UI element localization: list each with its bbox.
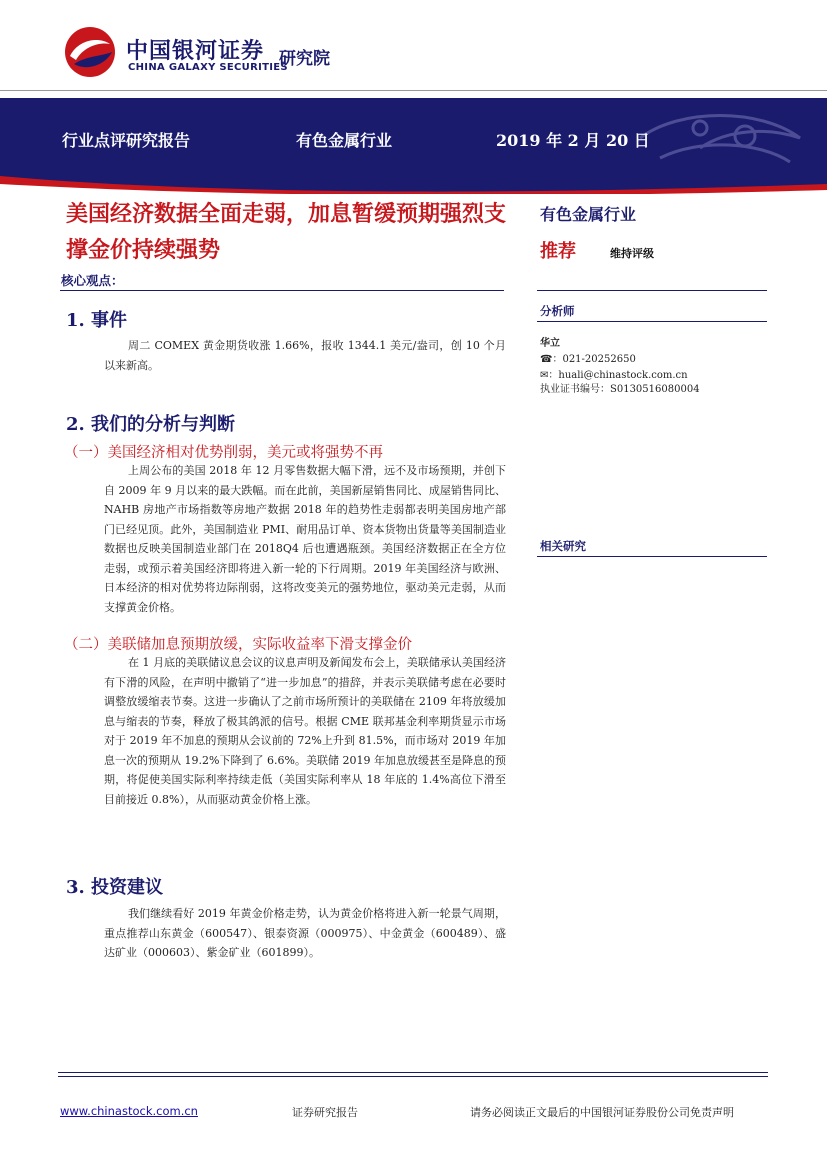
footer-disclaimer: 请务必阅读正文最后的中国银河证券股份公司免责声明 [470,1106,734,1119]
recommendation-badge: 推荐 [540,241,576,262]
subsection-heading-2: （二）美联储加息预期放缓，实际收益率下滑支撑金价 [64,637,412,653]
recommendation-paragraph: 我们继续看好 2019 年黄金价格走势，认为黄金价格将进入新一轮景气周期，重点推荐山东黄金（600547）、银泰资源（000975）、中金黄金（600489）、盛达矿业（000603）、紫金矿业（601899）。 [104,907,506,959]
footer-divider-bottom [58,1076,768,1077]
footer-divider-top [58,1072,768,1073]
section-heading-recommendation: 3. 投资建议 [66,877,164,898]
subsection-heading-1: （一）美国经济相对优势削弱，美元或将强势不再 [64,445,383,461]
header-divider [0,90,827,91]
section-heading-analysis: 2. 我们的分析与判断 [66,414,236,435]
core-view-label: 核心观点： [61,273,124,288]
section-heading-event: 1. 事件 [66,310,128,331]
company-name-en: CHINA GALAXY SECURITIES [128,62,288,73]
related-divider [537,556,767,557]
analyst-email[interactable]: ✉：huali@chinastock.com.cn [540,370,688,381]
company-name-cn: 中国银河证券 [126,39,265,64]
sidebar-industry: 有色金属行业 [540,205,637,224]
sidebar-divider [537,290,767,291]
footer-report-label: 证券研究报告 [292,1106,358,1119]
report-type: 行业点评研究报告 [62,131,191,150]
analyst-license: 执业证书编号：S0130516080004 [540,384,700,395]
banner-industry: 有色金属行业 [296,131,393,150]
analyst-label: 分析师 [540,304,575,318]
footer-website-link[interactable]: www.chinastock.com.cn [60,1104,198,1118]
analysis-paragraph-1: 上周公布的美国 2018 年 12 月零售数据大幅下滑，远不及市场预期，并创下自 2009 年 9 月以来的最大跌幅。而在此前，美国新屋销售同比、成屋销售同比、NAHB 房地产市场指数等房地产数据 2018 年的趋势性走弱都表明美国房地产部门已经见顶。此外，美国制造业 PMI、耐用品订单、资本货物出货量等美国制造业数据也反映美国制造业部门在 2018Q4 后也遭遇瓶颈。美国经济数据正在全方位走弱，或预示着美国经济即将进入新一轮的下行周期。2019 年美国经济与欧洲、日本经济的相对优势将边际削弱，这将改变美元的强势地位，驱动美元走弱，从而支撑黄金价格。 [104,464,506,614]
related-research-label: 相关研究 [540,539,586,553]
analysis-paragraph-2: 在 1 月底的美联储议息会议的议息声明及新闻发布会上，美联储承认美国经济有下滑的风险，在声明中撤销了“进一步加息”的措辞，并表示美联储考虑在必要时调整放缓缩表节奏。这进一步确认了之前市场所预计的美联储在 2109 年将放缓加息与缩表的节奏，释放了极其鸽派的信号。根据 CME 联邦基金利率期货显示市场对于 2019 年不加息的预期从会议前的 72%上升到 81.5%，而市场对 2019 年加息一次的预期从 19.2%下降到了 6.6%。美联储 2019 年加息放缓甚至是降息的预期，将促使美国实际利率持续走低（美国实际利率从 18 年底的 1.4%高位下滑至目前接近 0.8%），从而驱动黄金价格上涨。 [104,656,506,806]
rating-note: 维持评级 [610,247,654,260]
analyst-phone: ☎：021-20252650 [540,354,636,365]
analyst-name: 华立 [540,338,560,349]
event-paragraph: 周二 COMEX 黄金期货收涨 1.66%，报收 1344.1 美元/盎司，创 10 个月以来新高。 [104,339,506,372]
report-title: 美国经济数据全面走弱，加息暂缓预期强烈支撑金价持续强势 [66,201,507,263]
analyst-divider [537,321,767,322]
galaxy-logo-icon [64,26,116,78]
title-divider [60,290,504,291]
report-date: 2019 年 2 月 20 日 [496,131,650,150]
department-name: 研究院 [279,49,330,69]
